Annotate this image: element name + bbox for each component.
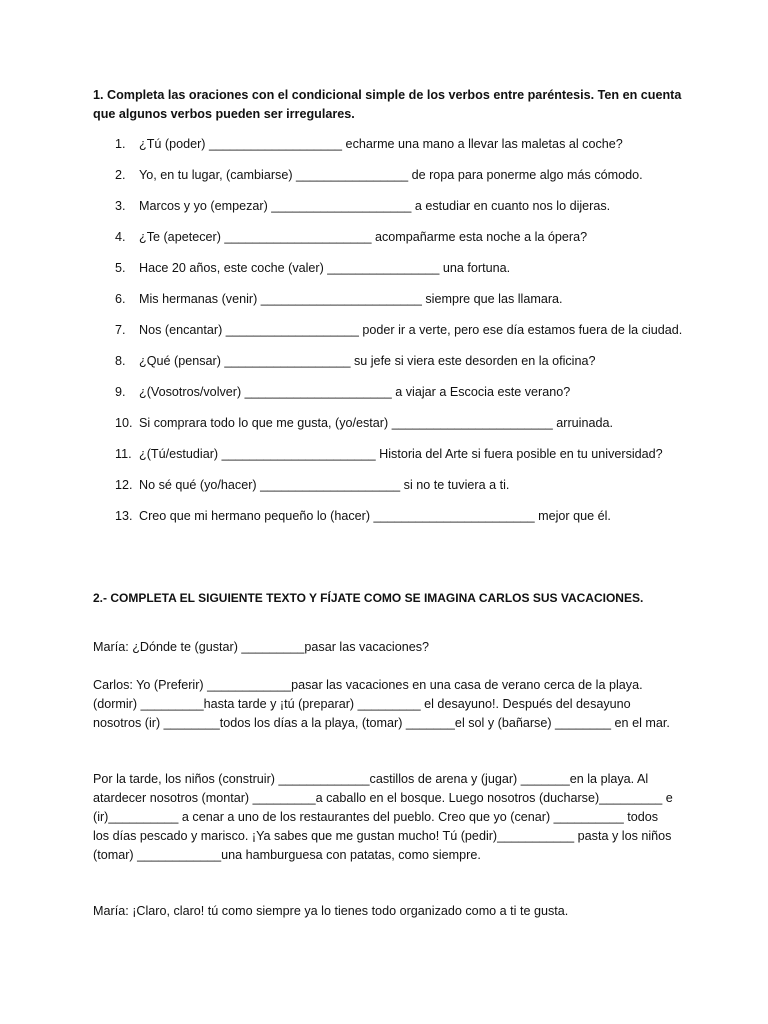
list-item: [93, 414, 683, 432]
item-text: Yo, en tu lugar, (cambiarse) ________________ de ropa para ponerme algo más cómodo.: [139, 168, 643, 182]
item-number: 9.: [115, 385, 126, 399]
item-text: ¿Te (apetecer) _____________________ acompañarme esta noche a la ópera?: [139, 230, 588, 244]
item-number: 3.: [115, 199, 126, 213]
dialogue-paragraph: María: ¿Dónde te (gustar) _________pasar las vacaciones?: [93, 640, 430, 654]
list-item: [93, 259, 683, 277]
item-number: 1.: [115, 137, 126, 151]
item-text: ¿(Tú/estudiar) ______________________ Historia del Arte si fuera posible en tu universidad?: [139, 447, 663, 461]
item-number: 5.: [115, 261, 126, 275]
item-text: Marcos y yo (empezar) ____________________ a estudiar en cuanto nos lo dijeras.: [139, 199, 611, 213]
item-number: 2.: [115, 168, 126, 182]
item-text: Hace 20 años, este coche (valer) ________________ una fortuna.: [139, 261, 511, 275]
list-item: [93, 445, 683, 463]
exercise-2-title: 2.- COMPLETA EL SIGUIENTE TEXTO Y FÍJATE COMO SE IMAGINA CARLOS SUS VACACIONES.: [93, 591, 644, 605]
list-item: [93, 476, 683, 494]
list-item: [93, 321, 683, 339]
list-item: [93, 383, 683, 401]
item-number: 6.: [115, 292, 126, 306]
list-item: [93, 352, 683, 370]
item-number: 8.: [115, 354, 126, 368]
list-item: [93, 290, 683, 308]
exercise-1-list: [93, 135, 683, 525]
item-text: Si comprara todo lo que me gusta, (yo/estar) _______________________ arruinada.: [139, 416, 613, 430]
item-text: Nos (encantar) ___________________ poder ir a verte, pero ese día estamos fuera de la ciudad.: [139, 323, 683, 337]
dialogue-paragraph: Carlos: Yo (Preferir) ____________pasar las vacaciones en una casa de verano cerca de la playa. (dormir) _________hasta tarde y ¡tú (preparar) _________ el desayuno!. Después del desayuno nosotros (ir) ________todos los días a la playa, (tomar) _______el sol y (bañarse) ________ en el mar.: [93, 678, 670, 730]
item-number: 4.: [115, 230, 126, 244]
item-number: 10.: [115, 416, 133, 430]
item-text: Creo que mi hermano pequeño lo (hacer) _______________________ mejor que él.: [139, 509, 611, 523]
dialogue-paragraph: María: ¡Claro, claro! tú como siempre ya lo tienes todo organizado como a ti te gusta.: [93, 904, 569, 918]
list-item: [93, 197, 683, 215]
list-item: [93, 507, 683, 525]
list-item: [93, 166, 683, 184]
item-text: ¿Qué (pensar) __________________ su jefe si viera este desorden en la oficina?: [139, 354, 596, 368]
item-text: Mis hermanas (venir) _______________________ siempre que las llamara.: [139, 292, 563, 306]
item-text: ¿Tú (poder) ___________________ echarme una mano a llevar las maletas al coche?: [139, 137, 623, 151]
item-number: 7.: [115, 323, 126, 337]
item-text: ¿(Vosotros/volver) _____________________ a viajar a Escocia este verano?: [139, 385, 571, 399]
item-number: 12.: [115, 478, 133, 492]
worksheet-page: [93, 86, 683, 918]
item-number: 13.: [115, 509, 133, 523]
item-text: No sé qué (yo/hacer) ____________________ si no te tuviera a ti.: [139, 478, 510, 492]
item-number: 11.: [115, 447, 132, 461]
exercise-1-title: 1. Completa las oraciones con el condicional simple de los verbos entre paréntesis. Ten en cuenta que algunos verbos pueden ser irregulares.: [93, 88, 682, 121]
list-item: [93, 135, 683, 153]
list-item: [93, 228, 683, 246]
dialogue-paragraph: Por la tarde, los niños (construir) _____________castillos de arena y (jugar) _______en la playa. Al atardecer nosotros (montar) _________a caballo en el bosque. Luego nosotros (ducharse)_________ e (ir)__________ a cenar a uno de los restaurantes del pueblo. Creo que yo (cenar) __________ todos los días pescado y marisco. ¡Ya sabes que me gustan mucho! Tú (pedir)___________ pasta y los niños (tomar) ____________una hamburguesa con patatas, como siempre.: [93, 772, 673, 862]
